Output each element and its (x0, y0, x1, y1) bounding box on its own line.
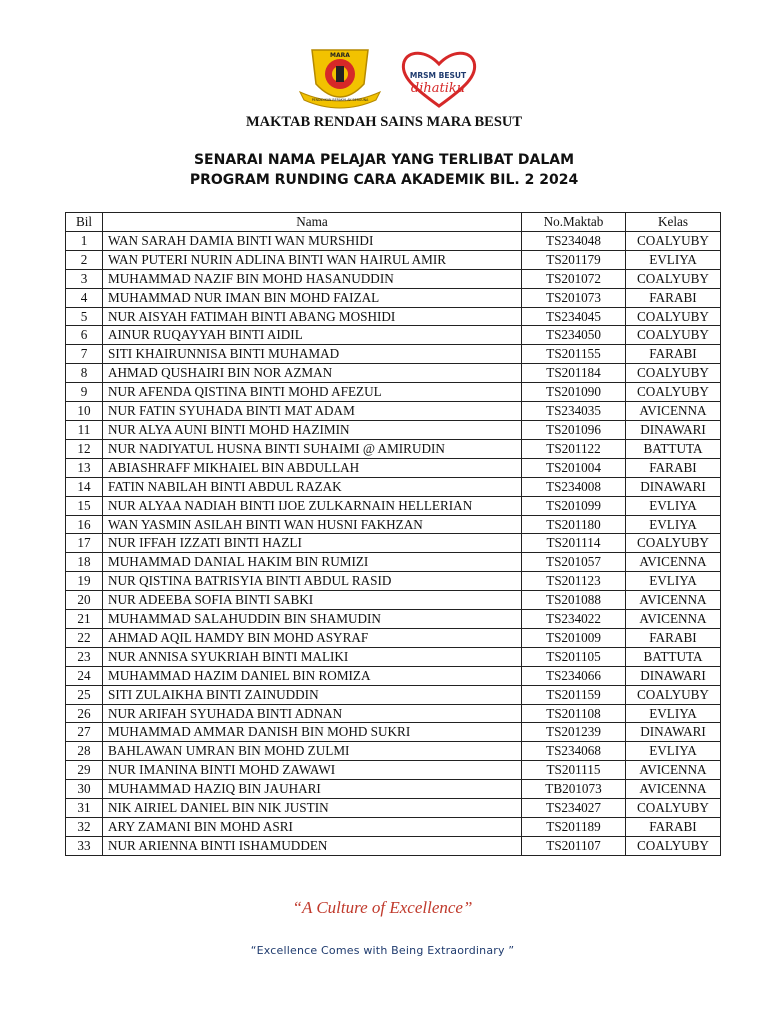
row-no-maktab: TS201057 (522, 553, 626, 572)
row-no-maktab: TS234048 (522, 231, 626, 250)
row-kelas: EVLIYA (626, 742, 721, 761)
row-no-maktab: TS234045 (522, 307, 626, 326)
row-kelas: AVICENNA (626, 780, 721, 799)
table-row (66, 515, 721, 534)
row-nama: MUHAMMAD HAZIQ BIN JAUHARI (103, 780, 522, 799)
row-nama: WAN SARAH DAMIA BINTI WAN MURSHIDI (103, 231, 522, 250)
table-row (66, 836, 721, 855)
title-line-2: PROGRAM RUNDING CARA AKADEMIK BIL. 2 2024 (189, 172, 579, 188)
row-kelas: AVICENNA (626, 591, 721, 610)
row-no-maktab: TS201123 (522, 572, 626, 591)
table-row (66, 496, 721, 515)
row-kelas: AVICENNA (626, 553, 721, 572)
row-bil: 32 (66, 818, 103, 837)
table-row (66, 307, 721, 326)
row-bil: 9 (66, 383, 103, 402)
mrsm-besut-dihatiku-logo (394, 48, 484, 110)
row-bil: 19 (66, 572, 103, 591)
table-row (66, 761, 721, 780)
table-row (66, 799, 721, 818)
row-bil: 29 (66, 761, 103, 780)
row-bil: 30 (66, 780, 103, 799)
table-row (66, 250, 721, 269)
row-nama: AINUR RUQAYYAH BINTI AIDIL (103, 326, 522, 345)
row-nama: WAN PUTERI NURIN ADLINA BINTI WAN HAIRUL AMIR (103, 250, 522, 269)
row-no-maktab: TS201009 (522, 628, 626, 647)
table-body (66, 231, 721, 855)
row-no-maktab: TS201108 (522, 704, 626, 723)
row-bil: 2 (66, 250, 103, 269)
row-kelas: COALYUBY (626, 685, 721, 704)
row-nama: ARY ZAMANI BIN MOHD ASRI (103, 818, 522, 837)
table-row (66, 685, 721, 704)
table-row (66, 458, 721, 477)
crest-top-text: MARA (330, 52, 350, 59)
row-nama: AHMAD QUSHAIRI BIN NOR AZMAN (103, 364, 522, 383)
table-row (66, 704, 721, 723)
row-kelas: AVICENNA (626, 761, 721, 780)
table-row (66, 818, 721, 837)
row-nama: FATIN NABILAH BINTI ABDUL RAZAK (103, 477, 522, 496)
table-row (66, 628, 721, 647)
student-table (65, 212, 721, 856)
row-nama: SITI ZULAIKHA BINTI ZAINUDDIN (103, 685, 522, 704)
row-bil: 5 (66, 307, 103, 326)
row-bil: 18 (66, 553, 103, 572)
row-bil: 25 (66, 685, 103, 704)
row-bil: 28 (66, 742, 103, 761)
row-nama: NIK AIRIEL DANIEL BIN NIK JUSTIN (103, 799, 522, 818)
row-kelas: FARABI (626, 345, 721, 364)
row-kelas: FARABI (626, 818, 721, 837)
row-nama: AHMAD AQIL HAMDY BIN MOHD ASYRAF (103, 628, 522, 647)
row-kelas: EVLIYA (626, 250, 721, 269)
row-no-maktab: TS201179 (522, 250, 626, 269)
row-kelas: EVLIYA (626, 704, 721, 723)
row-nama: NUR ARIFAH SYUHADA BINTI ADNAN (103, 704, 522, 723)
header-logos (0, 44, 768, 114)
row-bil: 11 (66, 420, 103, 439)
row-no-maktab: TS201105 (522, 647, 626, 666)
row-no-maktab: TS234022 (522, 610, 626, 629)
table-header-row (66, 213, 721, 232)
row-no-maktab: TS234066 (522, 666, 626, 685)
row-kelas: COALYUBY (626, 836, 721, 855)
table-row (66, 553, 721, 572)
row-kelas: AVICENNA (626, 402, 721, 421)
row-no-maktab: TS201239 (522, 723, 626, 742)
row-kelas: BATTUTA (626, 439, 721, 458)
row-no-maktab: TB201073 (522, 780, 626, 799)
row-kelas: COALYUBY (626, 364, 721, 383)
row-no-maktab: TS201189 (522, 818, 626, 837)
row-bil: 6 (66, 326, 103, 345)
row-no-maktab: TS234050 (522, 326, 626, 345)
table-row (66, 572, 721, 591)
brand-script-text: dihatiku (410, 81, 466, 96)
row-no-maktab: TS201072 (522, 269, 626, 288)
row-bil: 16 (66, 515, 103, 534)
row-nama: NUR ANNISA SYUKRIAH BINTI MALIKI (103, 647, 522, 666)
row-bil: 10 (66, 402, 103, 421)
table-row (66, 723, 721, 742)
row-nama: MUHAMMAD NUR IMAN BIN MOHD FAIZAL (103, 288, 522, 307)
row-kelas: COALYUBY (626, 307, 721, 326)
school-name: MAKTAB RENDAH SAINS MARA BESUT (245, 114, 523, 130)
table-row (66, 647, 721, 666)
mara-crest-logo (290, 44, 390, 110)
row-nama: NUR FATIN SYUHADA BINTI MAT ADAM (103, 402, 522, 421)
row-kelas: FARABI (626, 458, 721, 477)
title-line-1: SENARAI NAMA PELAJAR YANG TERLIBAT DALAM (193, 152, 575, 168)
row-bil: 27 (66, 723, 103, 742)
row-no-maktab: TS201114 (522, 534, 626, 553)
row-nama: MUHAMMAD DANIAL HAKIM BIN RUMIZI (103, 553, 522, 572)
table-row (66, 610, 721, 629)
table-row (66, 420, 721, 439)
table-row (66, 383, 721, 402)
row-nama: NUR QISTINA BATRISYIA BINTI ABDUL RASID (103, 572, 522, 591)
row-kelas: COALYUBY (626, 799, 721, 818)
row-nama: SITI KHAIRUNNISA BINTI MUHAMAD (103, 345, 522, 364)
row-kelas: EVLIYA (626, 515, 721, 534)
row-no-maktab: TS201004 (522, 458, 626, 477)
table-row (66, 534, 721, 553)
row-nama: NUR ARIENNA BINTI ISHAMUDDEN (103, 836, 522, 855)
row-nama: NUR AFENDA QISTINA BINTI MOHD AFEZUL (103, 383, 522, 402)
row-bil: 1 (66, 231, 103, 250)
row-kelas: COALYUBY (626, 534, 721, 553)
row-no-maktab: TS234027 (522, 799, 626, 818)
row-bil: 22 (66, 628, 103, 647)
row-bil: 15 (66, 496, 103, 515)
row-nama: NUR ALYA AUNI BINTI MOHD HAZIMIN (103, 420, 522, 439)
row-nama: MUHAMMAD HAZIM DANIEL BIN ROMIZA (103, 666, 522, 685)
header-bil: Bil (66, 213, 103, 232)
row-no-maktab: TS201122 (522, 439, 626, 458)
table-row (66, 231, 721, 250)
row-kelas: FARABI (626, 288, 721, 307)
row-nama: WAN YASMIN ASILAH BINTI WAN HUSNI FAKHZAN (103, 515, 522, 534)
table-row (66, 288, 721, 307)
row-nama: NUR IFFAH IZZATI BINTI HAZLI (103, 534, 522, 553)
row-no-maktab: TS201184 (522, 364, 626, 383)
row-bil: 26 (66, 704, 103, 723)
table-row (66, 326, 721, 345)
row-nama: MUHAMMAD NAZIF BIN MOHD HASANUDDIN (103, 269, 522, 288)
row-no-maktab: TS201090 (522, 383, 626, 402)
row-bil: 33 (66, 836, 103, 855)
row-no-maktab: TS234068 (522, 742, 626, 761)
row-kelas: DINAWARI (626, 723, 721, 742)
row-nama: NUR ADEEBA SOFIA BINTI SABKI (103, 591, 522, 610)
row-nama: BAHLAWAN UMRAN BIN MOHD ZULMI (103, 742, 522, 761)
header-kelas: Kelas (626, 213, 721, 232)
row-bil: 14 (66, 477, 103, 496)
row-kelas: FARABI (626, 628, 721, 647)
table-row (66, 439, 721, 458)
row-kelas: EVLIYA (626, 496, 721, 515)
row-nama: MUHAMMAD SALAHUDDIN BIN SHAMUDIN (103, 610, 522, 629)
row-nama: NUR NADIYATUL HUSNA BINTI SUHAIMI @ AMIRUDIN (103, 439, 522, 458)
row-bil: 23 (66, 647, 103, 666)
row-kelas: COALYUBY (626, 326, 721, 345)
row-nama: NUR AISYAH FATIMAH BINTI ABANG MOSHIDI (103, 307, 522, 326)
row-no-maktab: TS201107 (522, 836, 626, 855)
row-nama: MUHAMMAD AMMAR DANISH BIN MOHD SUKRI (103, 723, 522, 742)
header-nama: Nama (103, 213, 522, 232)
row-nama: NUR ALYAA NADIAH BINTI IJOE ZULKARNAIN HELLERIAN (103, 496, 522, 515)
row-kelas: COALYUBY (626, 383, 721, 402)
row-no-maktab: TS201096 (522, 420, 626, 439)
brand-small-text: MRSM BESUT (409, 71, 467, 80)
row-kelas: DINAWARI (626, 666, 721, 685)
document-title (0, 150, 768, 190)
row-no-maktab: TS234008 (522, 477, 626, 496)
row-kelas: COALYUBY (626, 269, 721, 288)
culture-motto: “A Culture of Excellence” (292, 898, 473, 917)
table-row (66, 477, 721, 496)
row-kelas: DINAWARI (626, 477, 721, 496)
row-kelas: COALYUBY (626, 231, 721, 250)
row-kelas: DINAWARI (626, 420, 721, 439)
row-no-maktab: TS234035 (522, 402, 626, 421)
table-row (66, 591, 721, 610)
row-no-maktab: TS201115 (522, 761, 626, 780)
row-bil: 13 (66, 458, 103, 477)
row-no-maktab: TS201159 (522, 685, 626, 704)
row-bil: 12 (66, 439, 103, 458)
row-kelas: AVICENNA (626, 610, 721, 629)
table-row (66, 364, 721, 383)
row-no-maktab: TS201180 (522, 515, 626, 534)
table-row (66, 402, 721, 421)
row-bil: 21 (66, 610, 103, 629)
table-row (66, 666, 721, 685)
row-no-maktab: TS201155 (522, 345, 626, 364)
table-row (66, 345, 721, 364)
header-no-maktab: No.Maktab (522, 213, 626, 232)
row-kelas: BATTUTA (626, 647, 721, 666)
row-nama: NUR IMANINA BINTI MOHD ZAWAWI (103, 761, 522, 780)
row-bil: 4 (66, 288, 103, 307)
footer-motto (230, 888, 535, 983)
row-bil: 17 (66, 534, 103, 553)
row-bil: 24 (66, 666, 103, 685)
table-row (66, 780, 721, 799)
row-bil: 3 (66, 269, 103, 288)
row-nama: ABIASHRAFF MIKHAIEL BIN ABDULLAH (103, 458, 522, 477)
crest-bottom-text: PENDIDIKAN BERAKHLAK BERGUNA (311, 98, 369, 102)
row-bil: 7 (66, 345, 103, 364)
row-bil: 8 (66, 364, 103, 383)
row-no-maktab: TS201088 (522, 591, 626, 610)
row-no-maktab: TS201099 (522, 496, 626, 515)
row-kelas: EVLIYA (626, 572, 721, 591)
table-row (66, 269, 721, 288)
row-bil: 20 (66, 591, 103, 610)
table-row (66, 742, 721, 761)
excellence-tagline: “Excellence Comes with Being Extraordinary ” (250, 944, 515, 957)
row-no-maktab: TS201073 (522, 288, 626, 307)
row-bil: 31 (66, 799, 103, 818)
